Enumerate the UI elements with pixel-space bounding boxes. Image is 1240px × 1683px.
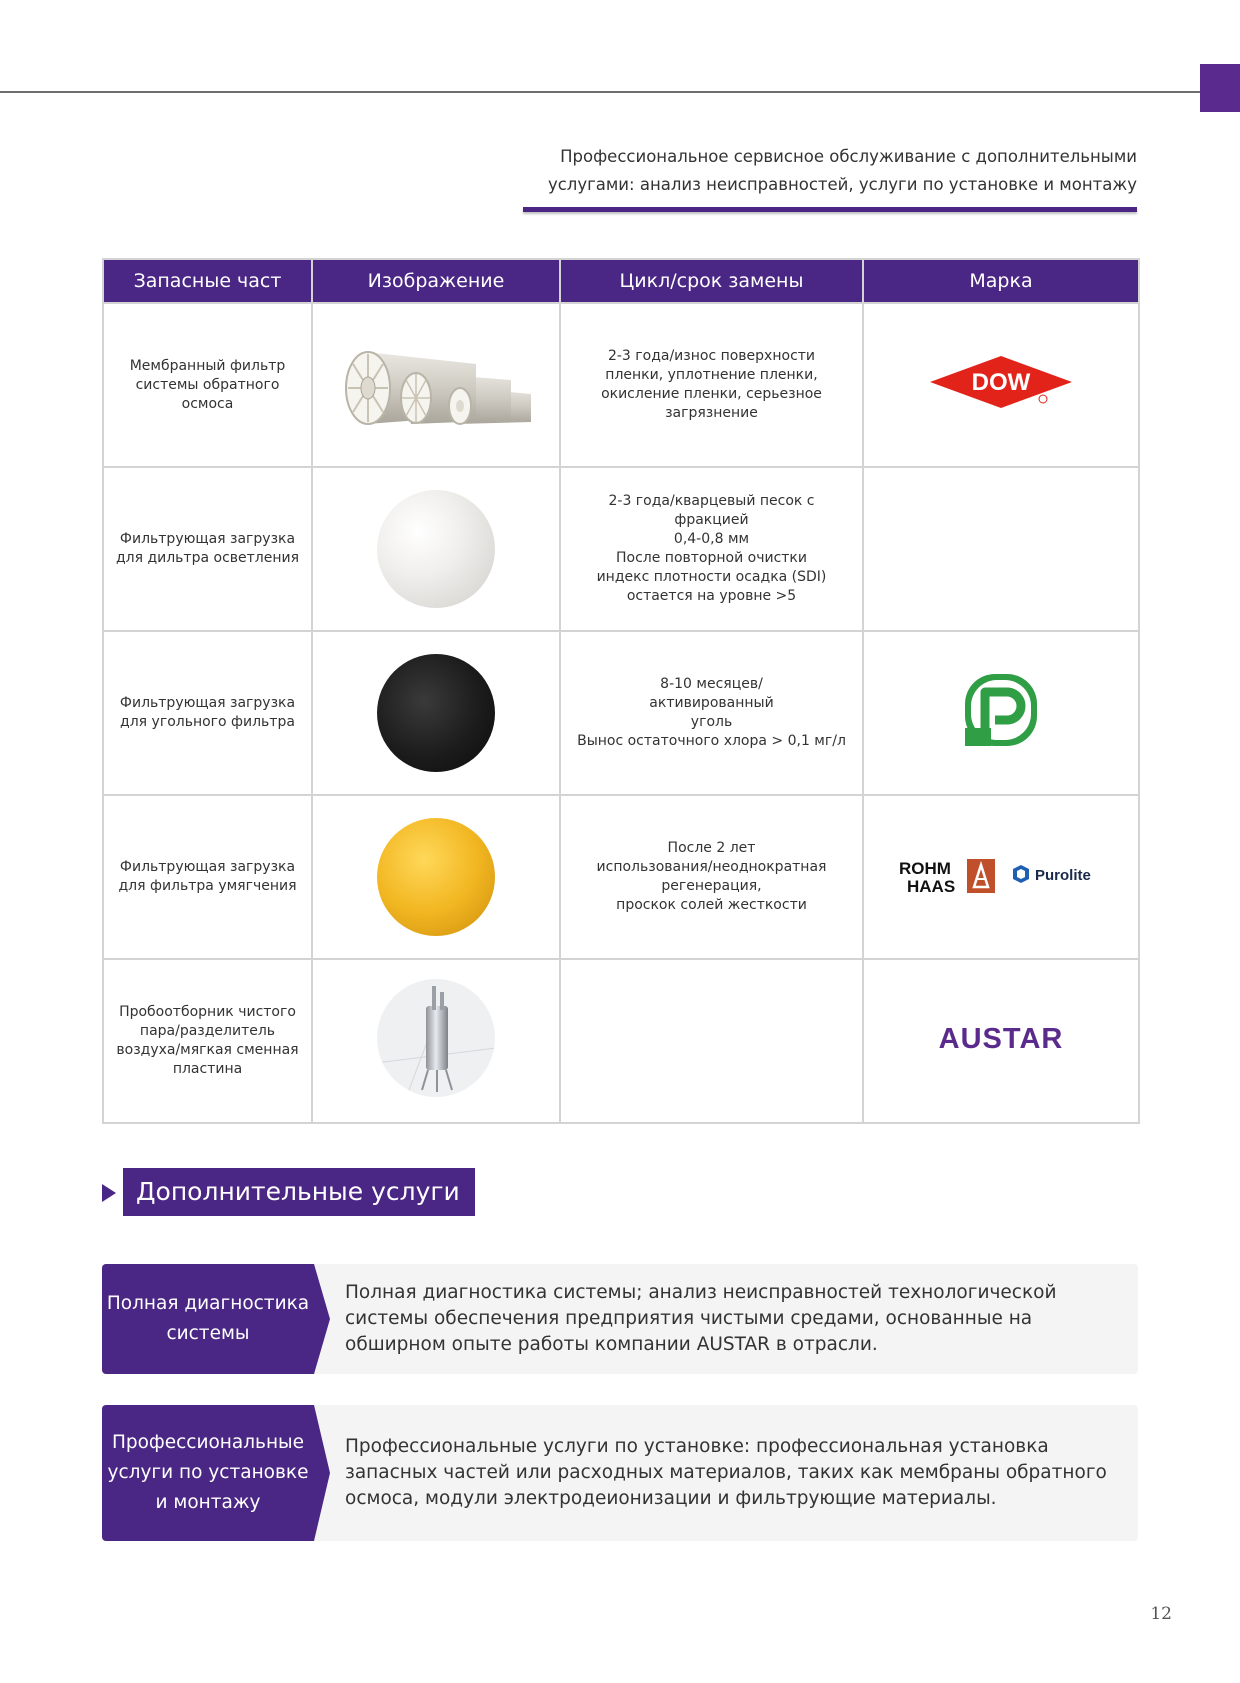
- replacement-cycle: [560, 959, 863, 1123]
- brand-cell: [863, 959, 1139, 1123]
- column-header-image: Изображение: [312, 259, 560, 303]
- rohm-logo-text: ROHM: [898, 859, 951, 878]
- top-rule: [0, 91, 1200, 93]
- part-image-cell: [312, 795, 560, 959]
- dow-logo-text: DOW: [971, 369, 1031, 396]
- haas-logo-text: HAAS: [906, 877, 955, 896]
- page-header: [417, 143, 1137, 199]
- membrane-cartridges-image: [336, 332, 536, 432]
- steam-sampler-image: [376, 978, 496, 1098]
- service-label: Полная диагностика системы: [102, 1264, 314, 1374]
- quartz-sand-image: [377, 490, 495, 608]
- replacement-cycle: 2-3 года/кварцевый песок с фракцией 0,4-0,8 мм После повторной очистки индекс плотности осадка (SDI) остается на уровне >5: [560, 467, 863, 631]
- header-line-1: Профессиональное сервисное обслуживание с дополнительными: [560, 147, 1137, 166]
- part-name: Фильтрующая загрузка для фильтра умягчения: [103, 795, 312, 959]
- table-row: [103, 303, 1139, 467]
- part-image-cell: [312, 467, 560, 631]
- column-header-cycle: Цикл/срок замены: [560, 259, 863, 303]
- part-name: Фильтрующая загрузка для угольного фильтра: [103, 631, 312, 795]
- table-row: [103, 467, 1139, 631]
- part-image-cell: [312, 303, 560, 467]
- service-description: Полная диагностика системы; анализ неисправностей технологической системы обеспечения предприятия чистыми средами, основанные на обширном опыте работы компании AUSTAR в отрасли.: [345, 1282, 1057, 1355]
- dow-logo: [926, 352, 1076, 412]
- part-image-cell: [312, 959, 560, 1123]
- table-header-row: [103, 259, 1139, 303]
- table-row: [103, 959, 1139, 1123]
- purolite-logo: [1009, 857, 1105, 897]
- service-arrow-icon: [314, 1264, 330, 1374]
- service-arrow-icon: [314, 1405, 330, 1541]
- spare-parts-table: [102, 258, 1140, 1124]
- replacement-cycle: 2-3 года/износ поверхности пленки, уплотнение пленки, окисление пленки, серьезное загрязнение: [560, 303, 863, 467]
- header-line-2: услугами: анализ неисправностей, услуги по установке и монтажу: [547, 175, 1137, 194]
- part-name: Пробоотборник чистого пара/разделитель воздуха/мягкая сменная пластина: [103, 959, 312, 1123]
- service-diagnostics: [102, 1264, 1138, 1374]
- table-row: [103, 631, 1139, 795]
- purolite-logo-text: Purolite: [1035, 867, 1092, 884]
- part-name: Фильтрующая загрузка для дильтра осветления: [103, 467, 312, 631]
- service-label: Профессиональные услуги по установке и монтажу: [102, 1405, 314, 1541]
- section-marker-icon: [102, 1184, 116, 1202]
- green-p-logo: [961, 670, 1041, 750]
- activated-carbon-image: [377, 654, 495, 772]
- replacement-cycle: 8-10 месяцев/ активированный уголь Вынос остаточного хлора > 0,1 мг/л: [560, 631, 863, 795]
- brand-cell: [863, 303, 1139, 467]
- rohm-haas-logo: [897, 857, 997, 897]
- page-number: 12: [1150, 1604, 1172, 1624]
- brand-cell: [863, 631, 1139, 795]
- brand-cell: [863, 467, 1139, 631]
- table-row: [103, 795, 1139, 959]
- ion-exchange-resin-image: [377, 818, 495, 936]
- austar-logo-text: AUSTAR: [938, 1023, 1064, 1055]
- part-image-cell: [312, 631, 560, 795]
- section-title: Дополнительные услуги: [123, 1168, 475, 1216]
- service-installation: [102, 1405, 1138, 1541]
- austar-logo: [921, 1018, 1081, 1058]
- corner-tab: [1200, 64, 1240, 112]
- brand-cell: [863, 795, 1139, 959]
- column-header-part: Запасные част: [103, 259, 312, 303]
- header-underline: [523, 207, 1137, 212]
- part-name: Мембранный фильтр системы обратного осмоса: [103, 303, 312, 467]
- service-description: Профессиональные услуги по установке: профессиональная установка запасных частей или расходных материалов, таких как мембраны обратного осмоса, модули электродеионизации и фильтрующие материалы.: [345, 1436, 1107, 1509]
- replacement-cycle: После 2 лет использования/неоднократная регенерация, проскок солей жесткости: [560, 795, 863, 959]
- column-header-brand: Марка: [863, 259, 1139, 303]
